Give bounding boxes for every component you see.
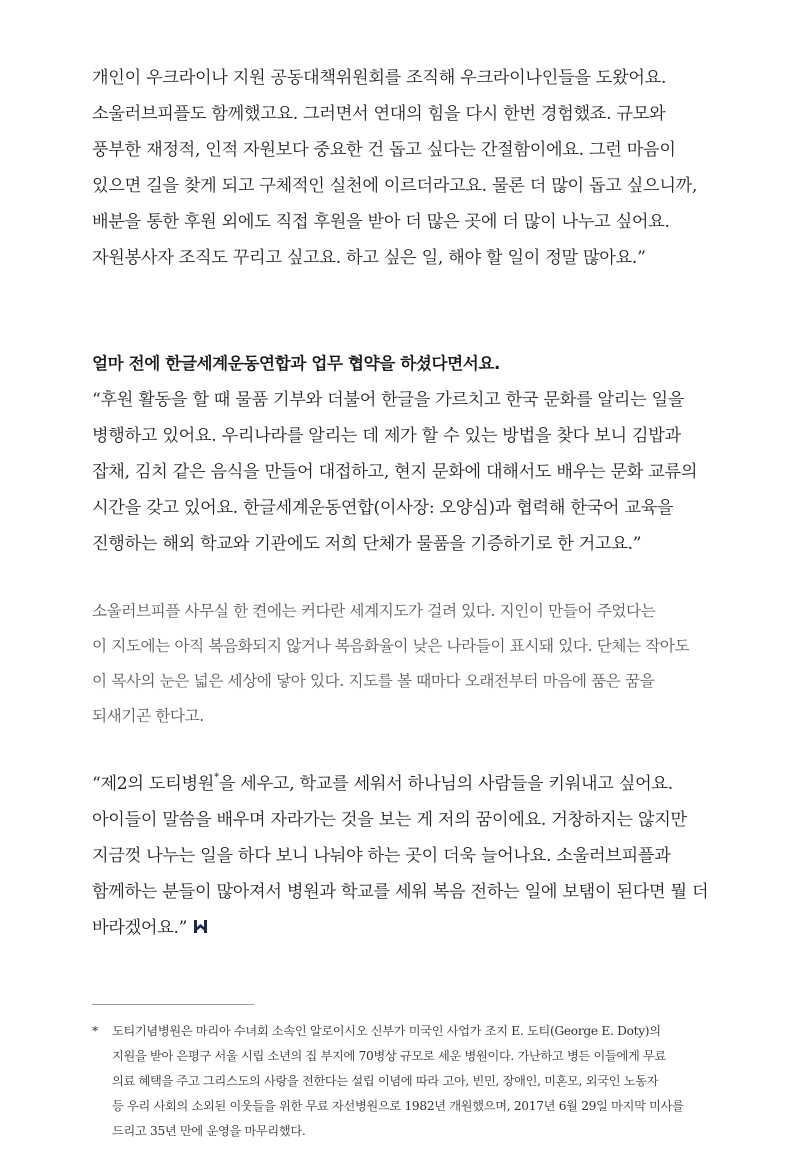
text-line: 풍부한 재정적, 인적 자원보다 중요한 건 돕고 싶다는 간절함이에요. 그런 마음이 [92,140,676,160]
text-line: 병행하고 있어요. 우리나라를 알리는 데 제가 할 수 있는 방법을 찾다 보니 김밥과 [92,426,681,446]
footnote [92,1019,772,1144]
end-mark-icon [193,919,208,934]
footnote-line: 도티기념병원은 마리아 수녀회 소속인 알로이시오 신부가 미국인 사업가 조지 E. 도티(George E. Doty)의 [112,1024,661,1038]
quote-paragraph [92,766,772,946]
text-line [92,766,772,802]
text-line: 잡채, 김치 같은 음식을 만들어 대접하고, 현지 문화에 대해서도 배우는 문화 교류의 [92,462,698,482]
footnote-line: 등 우리 사회의 소외된 이웃들을 위한 무료 자선병원으로 1982년 개원했으며, 2017년 6월 29일 마지막 미사를 [112,1099,684,1113]
text-line [92,910,772,946]
footnote-line: 지원을 받아 은평구 서울 시립 소년의 집 부지에 70병상 규모로 세운 병원이다. 가난하고 병든 이들에게 무료 [112,1049,666,1063]
text-line: 아이들이 말씀을 배우며 자라가는 것을 보는 게 저의 꿈이에요. 거창하지는 않지만 [92,810,687,830]
footnote-marker: * [92,1024,98,1038]
text-line: 배분을 통한 후원 외에도 직접 후원을 받아 더 많은 곳에 더 많이 나누고 싶어요. [92,212,670,232]
text-line: 자원봉사자 조직도 꾸리고 싶고요. 하고 싶은 일, 해야 할 일이 정말 많아요.” [92,248,646,268]
paragraph-ukraine-support [92,60,772,276]
text-line: 진행하는 해외 학교와 기관에도 저희 단체가 물품을 기증하기로 한 거고요.” [92,534,642,554]
text-line: “후원 활동을 할 때 물품 기부와 더불어 한글을 가르치고 한국 문화를 알리는 일을 [92,390,685,410]
text-line: 소울러브피플 사무실 한 켠에는 커다란 세계지도가 걸려 있다. 지인이 만들어 주었다는 [92,602,656,620]
quote-first-before: “제2의 도티병원 [92,774,215,794]
text-line: 함께하는 분들이 많아져서 병원과 학교를 세워 복음 전하는 일에 보탬이 된다면 뭘 더 [92,882,709,902]
quote-last: 바라겠어요.” [92,918,188,938]
article-page [92,58,772,1144]
text-line: 되새기곤 한다고. [92,707,204,725]
text-line: 시간을 갖고 있어요. 한글세계운동연합(이사장: 오양심)과 협력해 한국어 교육을 [92,498,674,518]
footnote-line: 의료 혜택을 주고 그리스도의 사랑을 전한다는 설립 이념에 따라 고아, 빈민, 장애인, 미혼모, 외국인 노동자 [112,1074,659,1088]
narration-paragraph [92,594,772,734]
text-line: 개인이 우크라이나 지원 공동대책위원회를 조직해 우크라이나인들을 도왔어요. [92,68,667,88]
footnote-line: 드리고 35년 만에 운영을 마무리했다. [112,1124,306,1138]
text-line: 지금껏 나누는 일을 하다 보니 나눠야 하는 곳이 더욱 늘어나요. 소울러브피플과 [92,846,671,866]
footnote-divider [92,1004,254,1005]
text-line: 소울러브피플도 함께했고요. 그러면서 연대의 힘을 다시 한번 경험했죠. 규모와 [92,104,666,124]
interview-answer [92,382,772,562]
interview-question: 얼마 전에 한글세계운동연합과 업무 협약을 하셨다면서요. [92,354,500,373]
quote-first-after: 을 세우고, 학교를 세워서 하나님의 사람들을 키워내고 싶어요. [218,774,673,794]
text-line: 이 지도에는 아직 복음화되지 않거나 복음화율이 낮은 나라들이 표시돼 있다. 단체는 작아도 [92,637,690,655]
footnote-reference[interactable]: * [214,772,219,784]
text-line: 이 목사의 눈은 넓은 세상에 닿아 있다. 지도를 볼 때마다 오래전부터 마음에 품은 꿈을 [92,672,655,690]
text-line: 있으면 길을 찾게 되고 구체적인 실천에 이르더라고요. 물론 더 많이 돕고 싶으니까, [92,176,698,196]
